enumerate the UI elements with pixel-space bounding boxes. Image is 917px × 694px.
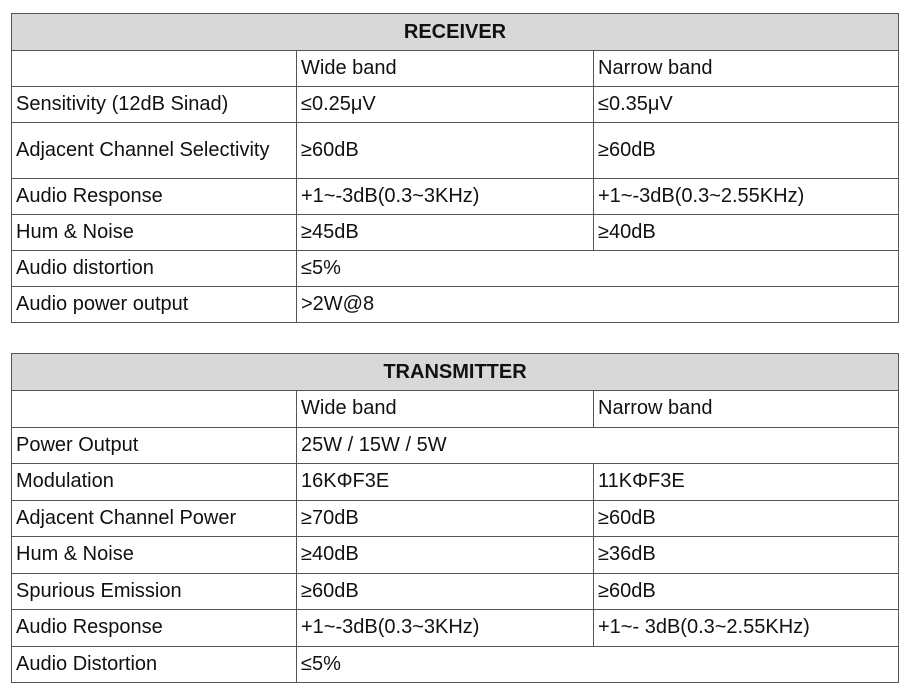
- wide-value: ≥60dB: [297, 123, 594, 179]
- row-label: Audio Response: [12, 179, 297, 215]
- empty-cell: [12, 391, 297, 428]
- column-header-narrow: Narrow band: [594, 51, 899, 87]
- table-row: [12, 287, 899, 323]
- transmitter-table: [11, 353, 899, 683]
- wide-value: ≥40dB: [297, 537, 594, 574]
- table-row: [12, 500, 899, 537]
- table-row: [12, 610, 899, 647]
- table-row: [12, 537, 899, 574]
- row-label: Hum & Noise: [12, 537, 297, 574]
- narrow-value: +1~- 3dB(0.3~2.55KHz): [594, 610, 899, 647]
- row-label: Audio power output: [12, 287, 297, 323]
- column-header-narrow: Narrow band: [594, 391, 899, 428]
- table-row: [12, 464, 899, 501]
- merged-value: ≤5%: [297, 646, 899, 683]
- row-label: Power Output: [12, 427, 297, 464]
- table-row: [12, 251, 899, 287]
- narrow-value: 11KΦF3E: [594, 464, 899, 501]
- table-row: [12, 427, 899, 464]
- wide-value: ≥60dB: [297, 573, 594, 610]
- row-label: Sensitivity (12dB Sinad): [12, 87, 297, 123]
- narrow-value: ≥60dB: [594, 123, 899, 179]
- row-label: Audio Distortion: [12, 646, 297, 683]
- wide-value: +1~-3dB(0.3~3KHz): [297, 179, 594, 215]
- table-row: [12, 573, 899, 610]
- empty-cell: [12, 51, 297, 87]
- wide-value: ≥45dB: [297, 215, 594, 251]
- column-header-wide: Wide band: [297, 391, 594, 428]
- table-row: [12, 123, 899, 179]
- table-row: [12, 87, 899, 123]
- column-header-wide: Wide band: [297, 51, 594, 87]
- narrow-value: +1~-3dB(0.3~2.55KHz): [594, 179, 899, 215]
- table-row: [12, 215, 899, 251]
- narrow-value: ≥60dB: [594, 573, 899, 610]
- transmitter-title: TRANSMITTER: [12, 354, 899, 391]
- merged-value: >2W@8: [297, 287, 899, 323]
- row-label: Adjacent Channel Selectivity: [12, 123, 297, 179]
- row-label: Hum & Noise: [12, 215, 297, 251]
- narrow-value: ≤0.35μV: [594, 87, 899, 123]
- merged-value: ≤5%: [297, 251, 899, 287]
- wide-value: +1~-3dB(0.3~3KHz): [297, 610, 594, 647]
- table-row: [12, 646, 899, 683]
- narrow-value: ≥40dB: [594, 215, 899, 251]
- narrow-value: ≥36dB: [594, 537, 899, 574]
- wide-value: 16KΦF3E: [297, 464, 594, 501]
- table-row: [12, 179, 899, 215]
- narrow-value: ≥60dB: [594, 500, 899, 537]
- row-label: Spurious Emission: [12, 573, 297, 610]
- row-label: Audio Response: [12, 610, 297, 647]
- receiver-title: RECEIVER: [12, 14, 899, 51]
- row-label: Audio distortion: [12, 251, 297, 287]
- row-label: Modulation: [12, 464, 297, 501]
- wide-value: ≤0.25μV: [297, 87, 594, 123]
- receiver-table: [11, 13, 899, 323]
- row-label: Adjacent Channel Power: [12, 500, 297, 537]
- merged-value: 25W / 15W / 5W: [297, 427, 899, 464]
- wide-value: ≥70dB: [297, 500, 594, 537]
